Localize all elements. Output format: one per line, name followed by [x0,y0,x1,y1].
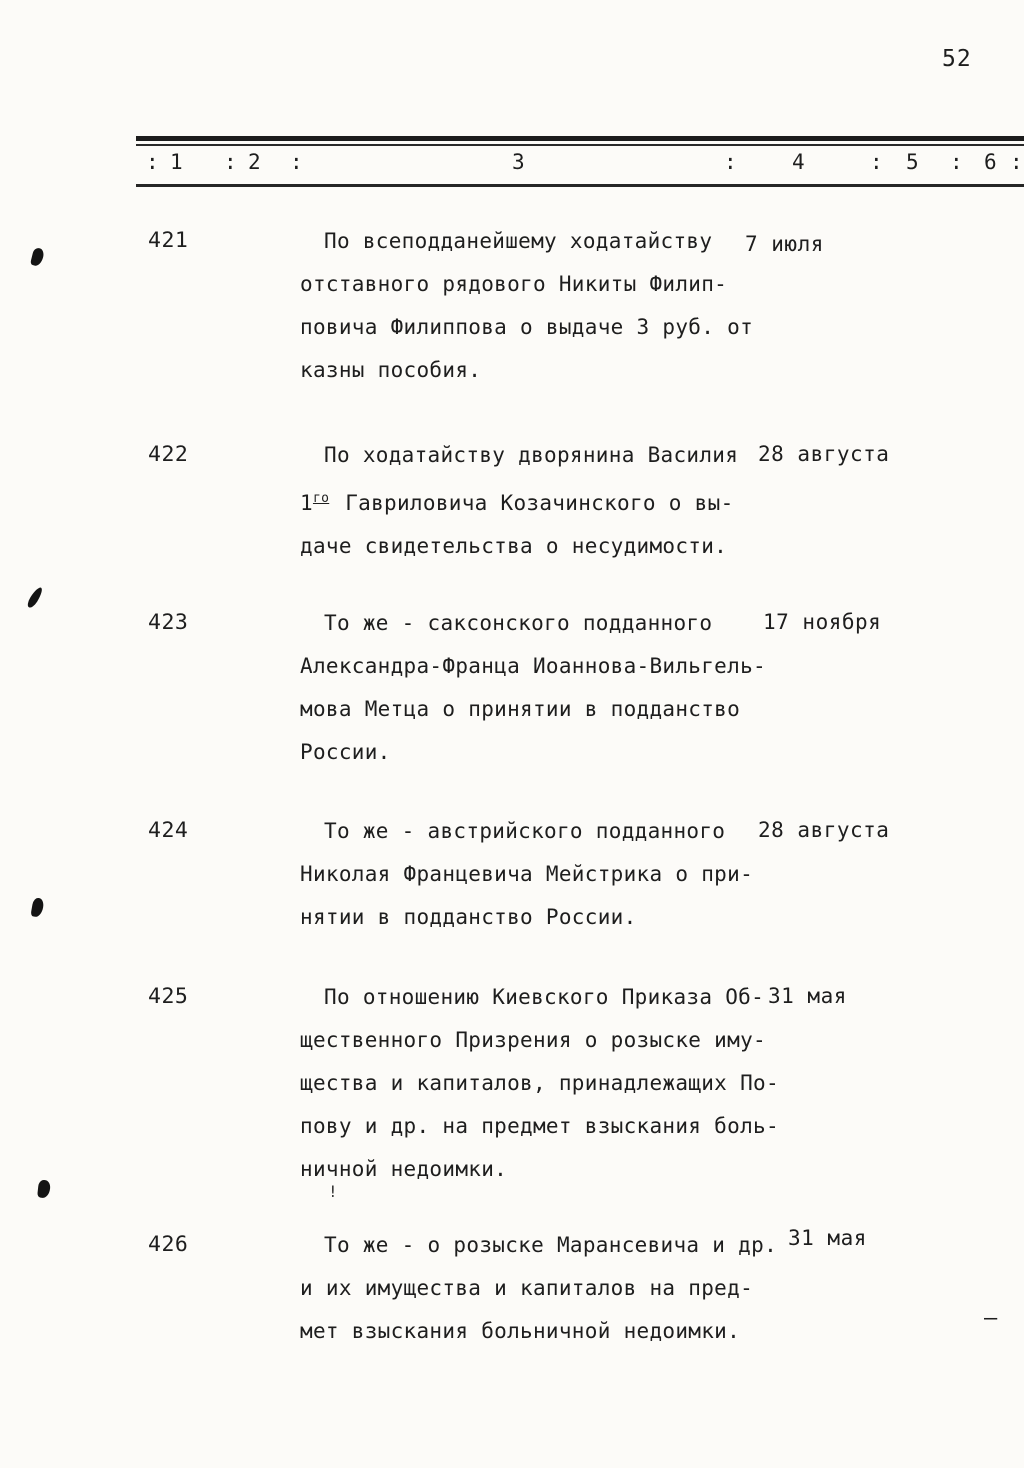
entry-line: То же - саксонского подданного [324,611,713,635]
table-header-rule [136,184,1024,187]
entry-line: По всеподданейшему ходатайству [324,229,713,253]
entry-line: щественного Призрения о розыске иму- [300,1028,766,1052]
stray-tick-mark: ! [328,1182,338,1201]
entry-line: даче свидетельства о несудимости. [300,534,728,558]
entry-date: 31 мая [788,1226,867,1250]
entry-line: мова Метца о принятии в подданство [300,697,741,721]
entry-line: и их имущества и капиталов на пред- [300,1276,754,1300]
entry-line: нятии в подданство России. [300,905,637,929]
header-col-5: 5 [906,150,919,174]
entry-description [300,1224,790,1353]
entry-number: 421 [148,228,189,253]
entry-line: пову и др. на предмет взыскания боль- [300,1114,779,1138]
header-col-1: 1 [170,150,183,174]
entry-number: 425 [148,984,189,1009]
ordinal-suffix: го [312,491,330,506]
header-col-4: 4 [792,150,805,174]
entry-line: России. [300,740,391,764]
entry-date: 28 августа [758,818,890,842]
entry-number: 426 [148,1232,189,1257]
entry-number: 422 [148,442,189,467]
entry-line: казны пособия. [300,358,482,382]
entry-line [300,477,790,525]
entry-line: Александра-Франца Иоаннова-Вильгель- [300,654,766,678]
entry-line: повича Филиппова о выдаче 3 руб. от [300,315,754,339]
entry-line: щества и капиталов, принадлежащих По- [300,1071,779,1095]
entry-line: По ходатайству дворянина Василия [324,443,739,467]
ink-blot-mark [30,897,44,918]
entry-line: Николая Францевича Мейстрика о при- [300,862,754,886]
entry-number: 424 [148,818,189,843]
entry-line: То же - о розыске Марансевича и др. [324,1233,778,1257]
entry-line: отставного рядового Никиты Филип- [300,272,728,296]
header-separator: : [870,150,883,174]
page-number: 52 [942,46,972,72]
ordinal-base: 1 [300,491,313,515]
table-top-rule [136,136,1024,146]
header-separator: : [290,150,303,174]
entry-description [300,602,790,774]
ink-blot-mark [37,1179,51,1198]
header-col-3: 3 [512,150,525,174]
ink-blot-mark [30,247,45,267]
header-col-6: 6 [984,150,997,174]
entry-line: То же - австрийского подданного [324,819,726,843]
header-col-2: 2 [248,150,261,174]
header-separator: : [224,150,237,174]
header-separator: : [146,150,159,174]
entry-description [300,434,790,568]
entry-date: 17 ноября [763,610,882,634]
entry-description [300,976,790,1191]
entry-date: 31 мая [768,984,847,1008]
entry-line: мет взыскания больничной недоимки. [300,1319,741,1343]
margin-dash-mark: — [984,1306,998,1331]
header-separator: : [1010,150,1023,174]
entry-date: 7 июля [745,232,824,256]
header-separator: : [724,150,737,174]
entry-description [300,220,790,392]
entry-line: ничной недоимки. [300,1157,508,1181]
entry-line-rest: Гавриловича Козачинского о вы- [345,491,734,515]
header-separator: : [950,150,963,174]
ink-blot-mark [26,586,45,610]
entry-number: 423 [148,610,189,635]
entry-date: 28 августа [758,442,890,466]
entry-description [300,810,790,939]
entry-line: По отношению Киевского Приказа Об- [324,985,765,1009]
